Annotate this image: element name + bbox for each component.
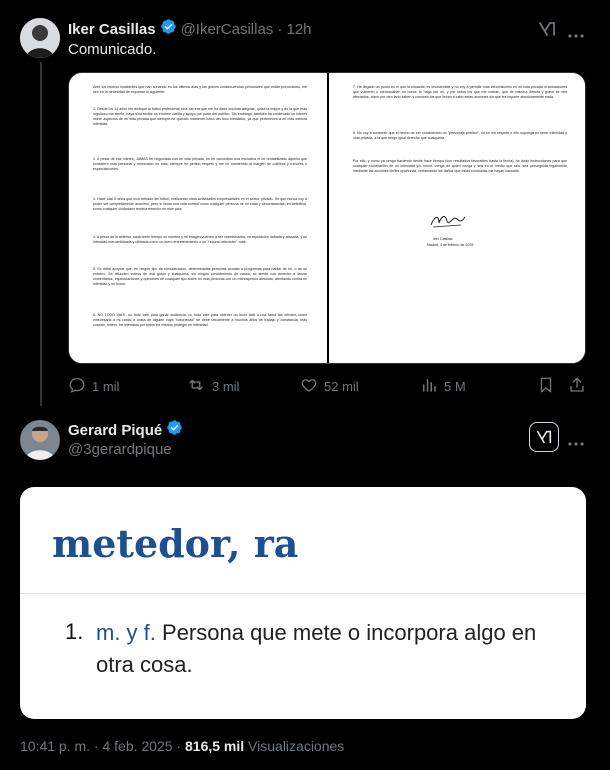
doc-item: 6. NO TODO VALE, no todo vale para ganar audiencia, no todo vale para obtener un lucro fácil o una fama tan efímera como innecesaria a mi costa; a costa de alguien cuya "notoriedad" se debe únicamente a muchos años de trabajo y constancia, más cuando, reitero, he intentado por todos los medios proteger mi intimidad. [93,313,307,327]
document-page-right [329,73,586,363]
doc-item: 1. Desde los 14 años me dediqué al fútbol profesional, una carrera que me ha dado muchas alegrías, quizá la mayor y de la que más orgulloso me siento, haya sido recibir un enorme cariño y apoyo por parte del público. Sin embargo, también ha conllevado un interés sobre aspectos de mi vida privada que siempre he querido mantener fuera del foco mediático, ya que pertenecen a mi más estricta intimidad. [93,107,307,126]
tweet2-handle[interactable]: @3gerardpique [68,441,172,458]
doc-item: 2. A pesar de ese interés, JAMÁS he negociado con mi vida privada, no he concedido una exclusiva ni he rentabilizado aquello que considero más personal y reservado: es más, siempre he pedido respeto y me he mantenido al margen de cotilleos y rumores o especulaciones. [93,157,307,171]
tweet2-views-label: Visualizaciones [244,738,345,754]
avatar-pique-photo-icon [20,420,60,460]
definition-body: Persona que mete o incorpora algo en otra cosa. [96,620,537,677]
retweet-button[interactable] [186,376,239,397]
doc-closing: Por ello, y como ya vengo haciendo desde hace tiempo (con resultados favorables hasta la fecha), he dado instrucciones para que cualquier vulneración de mi intimidad y/o honor, venga de quien venga y sea en el medio que sea, sea perseguida legalmente mediante las acciones civiles oportunas, reclamando los daños que estas conductas me hayan causado. [353,159,567,173]
bookmark-icon [538,376,554,397]
thread-line [40,62,42,406]
grok-icon[interactable] [537,19,557,44]
retweet-count: 3 mil [212,379,240,394]
signature-icon [427,211,467,236]
like-count: 52 mil [324,379,359,394]
retweet-icon [186,376,206,397]
tweet2-author-name[interactable]: Gerard Piqué [68,421,163,439]
reply-button[interactable] [68,376,119,397]
verified-badge-icon [166,419,183,441]
card-divider [20,593,586,594]
bookmark-button[interactable] [538,376,554,397]
grammar-abbreviation: m. y f. [96,620,156,645]
dictionary-word: metedor, ra [52,521,299,566]
grok-icon[interactable] [529,422,559,452]
definition-text [96,617,566,681]
tweet1-actions [68,376,588,396]
dictionary-card[interactable] [20,487,586,719]
doc-intro: Ante los hechos insistentes que han sonando en los últimos días y las graves consecuencias personales que están provocando, me veo en la necesidad de expresar lo siguiente: [93,85,307,94]
tweet2-header [68,420,183,440]
doc-item: 7. He llegado un punto en el que la situación es insostenible y no voy a permitir más intromisiones en mi vida privada ni actuaciones que vulneren o menoscaben mi honor, lo hago por mí, y por todos los que me rodean, que de manera directa y grave se ven afectados, como por otro lado saben y conocen los que llevan a cabo estas acciones sin que les importe absolutamente nada. [353,85,567,99]
avatar-iker[interactable] [20,18,60,58]
tweet1-text: Comunicado. [68,41,157,58]
share-button[interactable] [568,376,586,397]
more-icon[interactable] [568,434,584,452]
share-icon [568,376,586,397]
reply-count: 1 mil [92,379,120,394]
document-page-left [69,73,327,363]
tweet1-author-name[interactable]: Iker Casillas [68,20,156,38]
reply-icon [68,376,86,397]
avatar-iker-photo-icon [20,18,60,58]
tweet1-header [68,19,312,39]
tweet1-handle[interactable]: @IkerCasillas [180,20,274,38]
views-count: 5 M [444,379,466,394]
doc-item: 8. No voy a consentir que el hecho de ser considerado un "personaje público", no se me respete o ello suponga no tener intimidad y vida privada, a la que tengo igual derecho que cualquiera. [353,131,567,140]
doc-signer: Iker Casillas [433,237,453,241]
tweet2-datetime[interactable]: 10:41 p. m. · 4 feb. 2025 · [20,738,185,754]
doc-date: Madrid, 4 de febrero de 2025 [427,243,474,247]
doc-item: 5. Es difícil aceptar que, en ningún tipo de consideración, determinadas personas acudan a programas para hablar de mí, o de mi entorno. Se difunden vídeos de mal gusto y cualquiera, sin ningún conocimiento de causa, se siente con derecho a lanzar comentarios, especulaciones y opiniones de cualquier tipo sobre mi vida personal con un menosprecio absoluto, atentando contra mi intimidad y mi honor. [93,267,307,286]
views-button[interactable] [420,376,466,397]
like-button[interactable] [300,376,359,397]
verified-badge-icon [160,18,177,40]
doc-item: 3. Hace casi 5 años que vivo retirado del fútbol, realizando otras actividades empresariales en el sector privado. Se que nunca voy a poder ser completamente anónimo, pero sí llevar una vida normal como cualquier persona de mi edad y circunstancias; en definitiva, como cualquier ciudadano tendría derecho en este país. [93,197,307,211]
tweet1-time[interactable]: · 12h [277,20,312,38]
document-image[interactable] [68,72,586,364]
tweet2-views-count: 816,5 mil [185,738,245,754]
views-icon [420,376,438,397]
avatar-pique[interactable] [20,420,60,460]
definition-number: 1. [65,619,84,644]
like-icon [300,376,318,397]
more-icon[interactable] [568,26,584,44]
tweet2-meta [20,738,344,754]
doc-item: 4. A pesar de lo anterior, cada cierto tiempo mi nombre y mi imagen vuelven a ser cuestionados, mi reputación dañada y atacada, y mi intimidad mercantilizada y utilizada como un mero entretenimiento o un "recurso televisivo" más. [93,235,307,244]
